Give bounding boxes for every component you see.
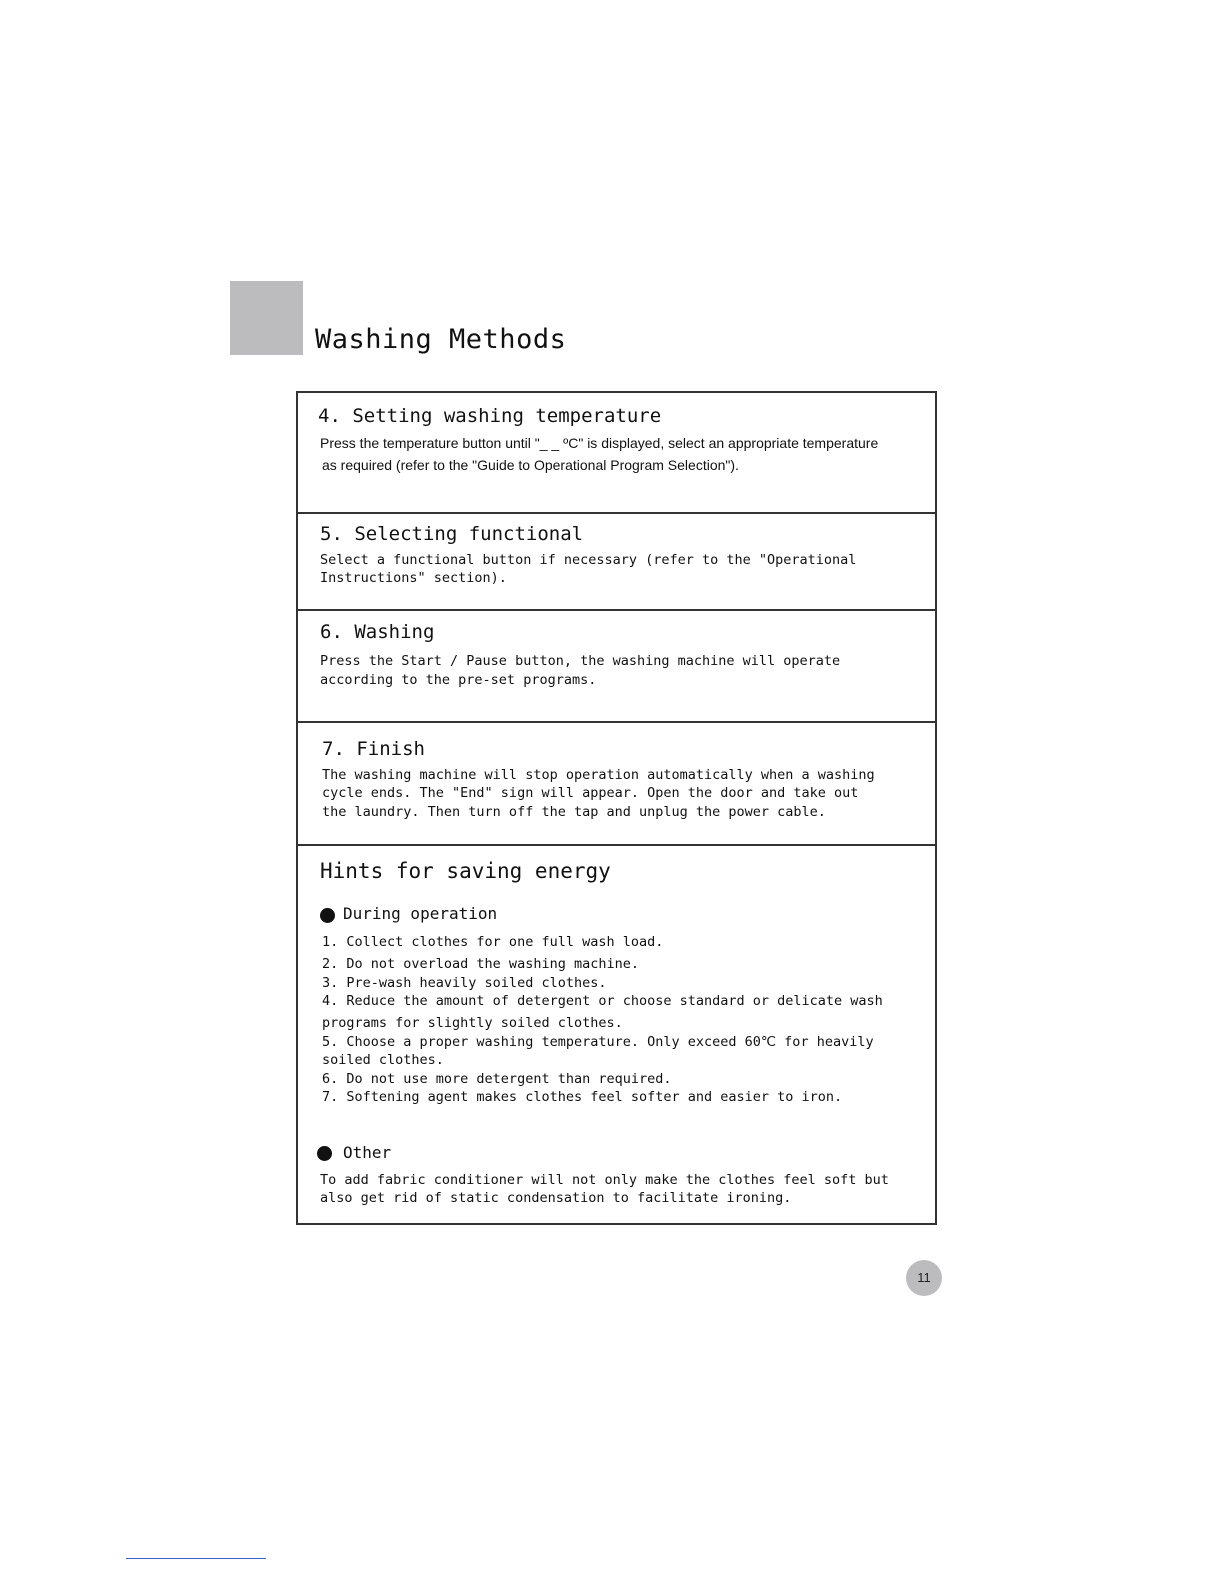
hint-line: soiled clothes. xyxy=(322,1052,444,1068)
section-text-line: Press the Start / Pause button, the washing machine will operate xyxy=(320,653,841,669)
hint-line: 3. Pre-wash heavily soiled clothes. xyxy=(322,975,607,991)
hint-line: 7. Softening agent makes clothes feel softer and easier to iron. xyxy=(322,1089,843,1105)
page-number-badge: 11 xyxy=(906,1260,942,1296)
during-operation-heading: During operation xyxy=(343,904,498,923)
other-line: also get rid of static condensation to facilitate ironing. xyxy=(320,1190,792,1206)
section-divider xyxy=(298,844,935,846)
section-divider xyxy=(298,512,935,514)
section-heading-finish: 7. Finish xyxy=(322,738,425,760)
section-text-line: cycle ends. The "End" sign will appear. Open the door and take out xyxy=(322,785,859,801)
hint-line: 4. Reduce the amount of detergent or choose standard or delicate wash xyxy=(322,993,883,1009)
section-heading-functional: 5. Selecting functional xyxy=(320,523,584,545)
hint-line: 1. Collect clothes for one full wash load. xyxy=(322,934,664,950)
section-divider xyxy=(298,721,935,723)
instructions-box xyxy=(296,391,937,1225)
hint-line: 5. Choose a proper washing temperature. Only exceed 60℃ for heavily xyxy=(322,1034,874,1050)
section-text-line: the laundry. Then turn off the tap and unplug the power cable. xyxy=(322,804,826,820)
section-divider xyxy=(298,609,935,611)
section-heading-temperature: 4. Setting washing temperature xyxy=(318,405,662,427)
bottom-rule xyxy=(126,1558,266,1559)
hint-line: 2. Do not overload the washing machine. xyxy=(322,956,639,972)
section-text-line: Select a functional button if necessary (refer to the "Operational xyxy=(320,552,857,568)
section-text-line: according to the pre-set programs. xyxy=(320,672,597,688)
section-text-line: as required (refer to the "Guide to Operational Program Selection"). xyxy=(322,457,739,473)
section-heading-washing: 6. Washing xyxy=(320,621,435,643)
other-heading: Other xyxy=(343,1143,392,1162)
section-text-line: The washing machine will stop operation automatically when a washing xyxy=(322,767,875,783)
section-marker-square xyxy=(230,281,303,355)
hint-line: 6. Do not use more detergent than required. xyxy=(322,1071,672,1087)
section-text-line: Press the temperature button until "_ _ ºC" is displayed, select an appropriate temperature xyxy=(320,435,879,451)
bullet-icon xyxy=(317,1146,332,1161)
hint-line: programs for slightly soiled clothes. xyxy=(322,1015,623,1031)
hints-heading: Hints for saving energy xyxy=(320,859,611,883)
page-title: Washing Methods xyxy=(315,324,567,355)
other-line: To add fabric conditioner will not only make the clothes feel soft but xyxy=(320,1172,889,1188)
section-text-line: Instructions" section). xyxy=(320,570,507,586)
bullet-icon xyxy=(320,908,335,923)
